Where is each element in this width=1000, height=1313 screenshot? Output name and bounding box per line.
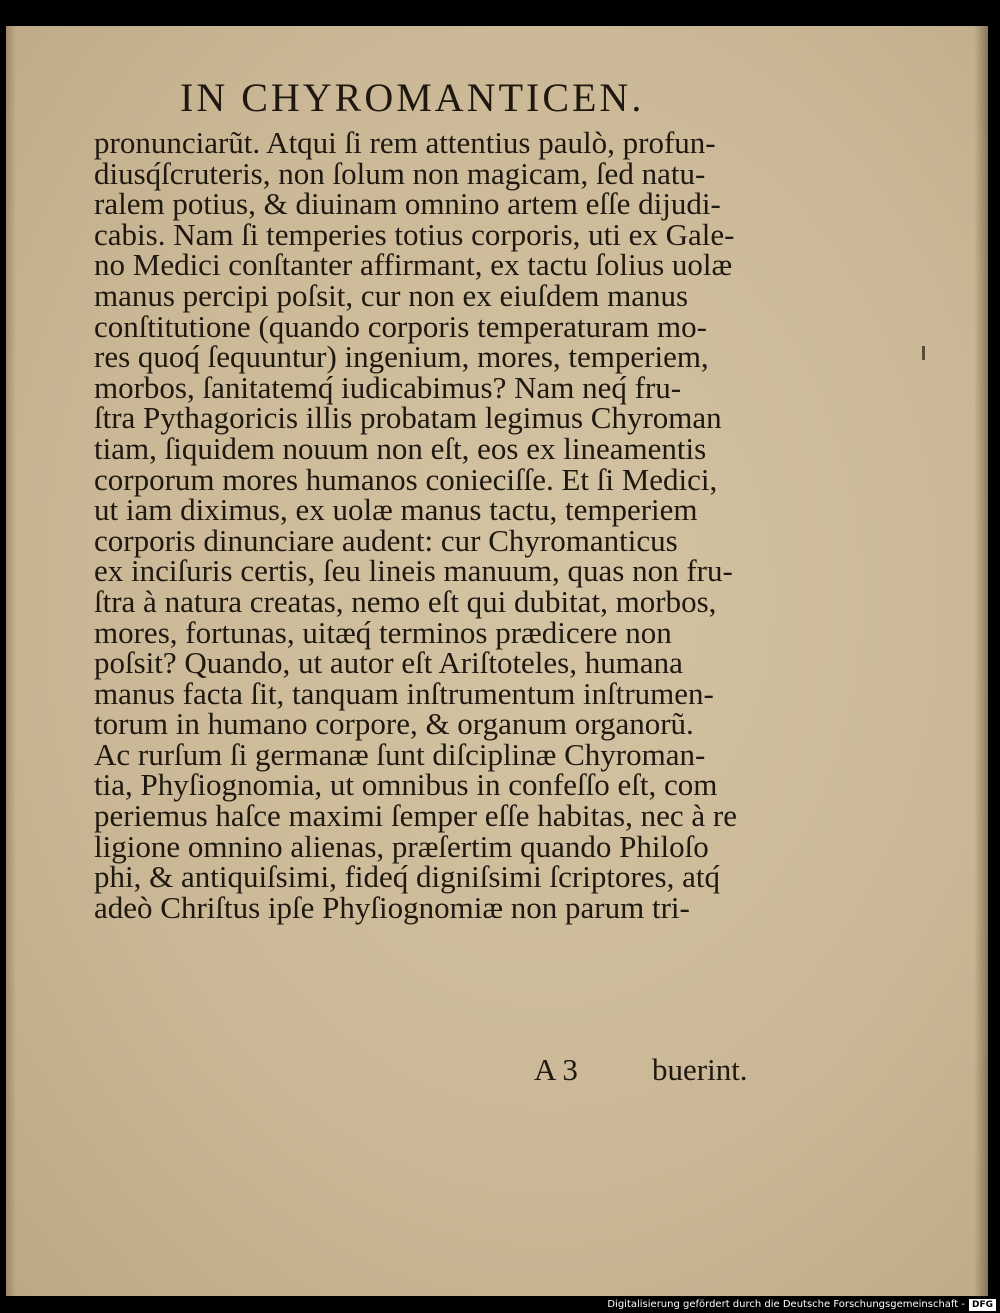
text-line: corporum mores humanos conieciſſe. Et ſi Medici,: [94, 461, 718, 497]
dfg-logo-icon: DFG: [969, 1299, 996, 1311]
text-line: torum in humano corpore, & organum organorũ.: [94, 706, 694, 742]
signature-mark: A 3: [534, 1052, 578, 1087]
text-line: tia, Phyſiognomia, ut omnibus in confeſſo eſt, com: [94, 767, 718, 803]
text-line: conſtitutione (quando corporis temperaturam mo-: [94, 308, 707, 344]
text-line: pronunciarũt. Atqui ſi rem attentius paulò, profun-: [94, 125, 716, 160]
text-line: ſtra à natura creatas, nemo eſt qui dubitat, morbos,: [94, 583, 717, 619]
book-page: [6, 26, 988, 1296]
text-line: ex inciſuris certis, ſeu lineis manuum, quas non fru-: [94, 553, 733, 589]
text-line: ralem potius, & diuinam omnino artem eſſe dijudi-: [94, 186, 721, 222]
text-line: diusq́ſcruteris, non ſolum non magicam, ſed natu-: [94, 155, 706, 191]
text-line: manus facta ſit, tanquam inſtrumentum inſtrumen-: [94, 675, 714, 711]
digitization-footer: [600, 1298, 996, 1311]
text-line: Ac rurſum ſi germanæ ſunt diſciplinæ Chyroman-: [94, 736, 706, 772]
text-line: manus percipi poſsit, cur non ex eiuſdem manus: [94, 277, 689, 313]
text-line: adeò Chriſtus ipſe Phyſiognomiæ non parum tri-: [94, 889, 690, 925]
gutter-shadow: [6, 26, 16, 1296]
running-head: IN CHYROMANTICEN.: [180, 75, 645, 120]
text-line: phi, & antiquiſsimi, fideq́ digniſsimi ſcriptores, atq́: [94, 859, 720, 895]
text-line: mores, fortunas, uitæq́ terminos prædicere non: [94, 614, 672, 650]
funding-credit: Digitalisierung gefördert durch die Deutsche Forschungsgemeinschaft -: [607, 1299, 965, 1310]
text-line: ut iam diximus, ex uolæ manus tactu, temperiem: [94, 492, 698, 528]
text-line: morbos, ſanitatemq́ iudicabimus? Nam neq́ fru-: [94, 369, 682, 405]
catchword: buerint.: [652, 1052, 748, 1087]
text-line: no Medici conſtanter affirmant, ex tactu ſolius uolæ: [94, 247, 733, 283]
text-line: ligione omnino alienas, præſertim quando Philoſo: [94, 828, 709, 864]
margin-mark: [922, 346, 925, 360]
page-edge-shadow: [974, 26, 988, 1296]
text-line: periemus haſce maximi ſemper eſſe habitas, nec à re: [94, 798, 737, 834]
text-line: tiam, ſiquidem nouum non eſt, eos ex lineamentis: [94, 430, 707, 466]
text-line: ſtra Pythagoricis illis probatam legimus Chyroman: [94, 400, 722, 436]
body-text: [94, 125, 784, 925]
text-line: corporis dinunciare audent: cur Chyromanticus: [94, 522, 678, 558]
text-line: res quoq́ ſequuntur) ingenium, mores, temperiem,: [94, 339, 709, 375]
text-line: cabis. Nam ſi temperies totius corporis, uti ex Gale-: [94, 216, 735, 252]
text-line: poſsit? Quando, ut autor eſt Ariſtoteles, humana: [94, 645, 683, 681]
